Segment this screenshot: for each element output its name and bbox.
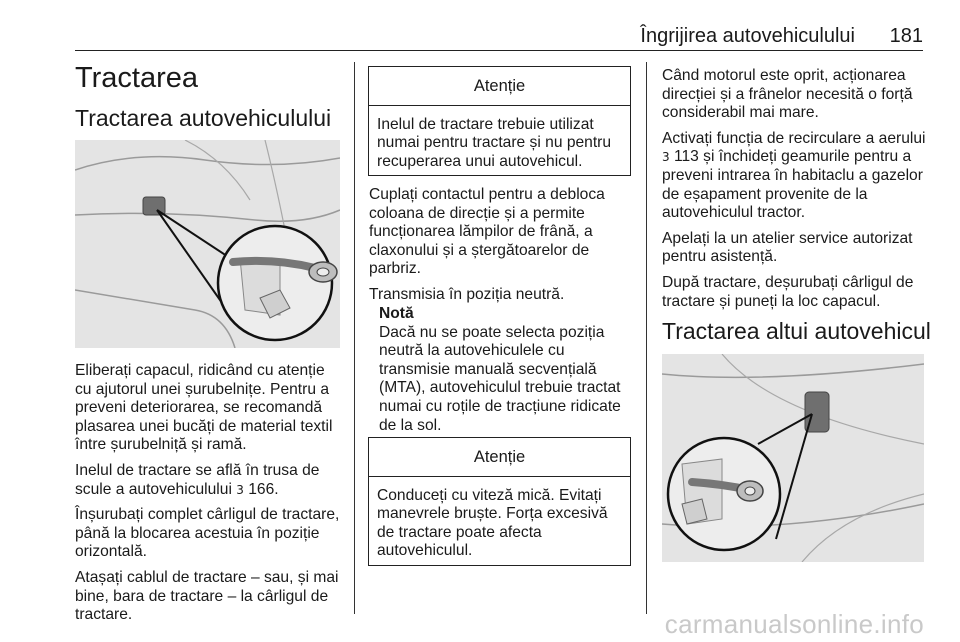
column-divider-1: [354, 62, 355, 614]
paragraph-after-towing: După tractare, deșurubați cârligul de tractare și puneți la loc capacul.: [662, 273, 914, 310]
warning-body-2: Conduceți cu viteză mică. Evitați manevrele bruște. Forța excesivă de tractare poate afecta autovehiculul.: [377, 486, 608, 560]
subsection-title-own-vehicle: Tractarea autovehiculului: [75, 105, 332, 131]
warning-body-1: Inelul de tractare trebuie utilizat numai pentru tractare și nu pentru recuperarea unui autovehicul.: [377, 115, 612, 170]
page-number: 181: [889, 25, 923, 47]
section-title: Tractarea: [75, 62, 199, 94]
subsection-title-other-vehicle: Tractarea altui autovehicul: [662, 318, 931, 344]
column-divider-2: [646, 62, 647, 614]
warning-title-1: Atenție: [369, 67, 630, 106]
note-title: Notă: [379, 305, 414, 322]
warning-box-1: [368, 66, 631, 176]
paragraph-engine-off: Când motorul este oprit, acționarea direcției și a frânelor necesită o forță considerabil mai mare.: [662, 67, 913, 122]
paragraph-screw-in: Înșurubați complet cârligul de tractare, până la blocarea acestuia în poziție orizontală.: [75, 506, 340, 561]
paragraph-service: Apelați la un atelier service autorizat pentru asistență.: [662, 229, 913, 266]
paragraph-tow-eye-location: Inelul de tractare se află în trusa de scule a autovehiculului 3 166.: [75, 461, 320, 498]
page-reference-icon: 3: [662, 150, 670, 165]
warning-title-2: Atenție: [369, 438, 630, 477]
paragraph-ignition: Cuplați contactul pentru a debloca coloana de direcție și a permite funcționarea lămpilor de frână, a claxonului și a ștergătoarelor de parbriz.: [369, 186, 605, 278]
left-column-text: [75, 362, 343, 632]
middle-column-text: [369, 186, 631, 312]
note-body: Dacă nu se poate selecta poziția neutră la autovehiculele cu transmisie manuală secvențială (MTA), autovehiculul trebuie tractat numai cu roțile de tracțiune ridicate de la sol.: [379, 323, 621, 434]
watermark: carmanualsonline.info: [664, 609, 924, 639]
warning-box-2: [368, 437, 631, 566]
paragraph-recirculation: Activați funcția de recirculare a aerului 3 113 și închideți geamurile pentru a preveni intrarea în habitaclu a gazelor de eșapament provenite de la autovehiculul tractor.: [662, 129, 926, 222]
page-reference-icon: 3: [236, 482, 244, 497]
tow-eye-illustration-rear: [662, 354, 924, 562]
tow-eye-illustration-front: [75, 140, 340, 348]
paragraph-neutral: Transmisia în poziția neutră.: [369, 285, 565, 303]
paragraph-attach-cable: Atașați cablul de tractare – sau, și mai bine, bara de tractare – la cârligul de tractare.: [75, 568, 339, 624]
page-header: [75, 20, 923, 51]
right-column-text: [662, 67, 928, 318]
paragraph-release-cover: Eliberați capacul, ridicând cu atenție cu ajutorul unei șurubelnițe. Pentru a preveni deteriorarea, se recomandă plasarea unei bucăți de material textil între șurubelniță și ramă.: [75, 362, 333, 454]
header-title: Îngrijirea autovehiculului: [640, 25, 855, 47]
note-block: [379, 305, 631, 435]
